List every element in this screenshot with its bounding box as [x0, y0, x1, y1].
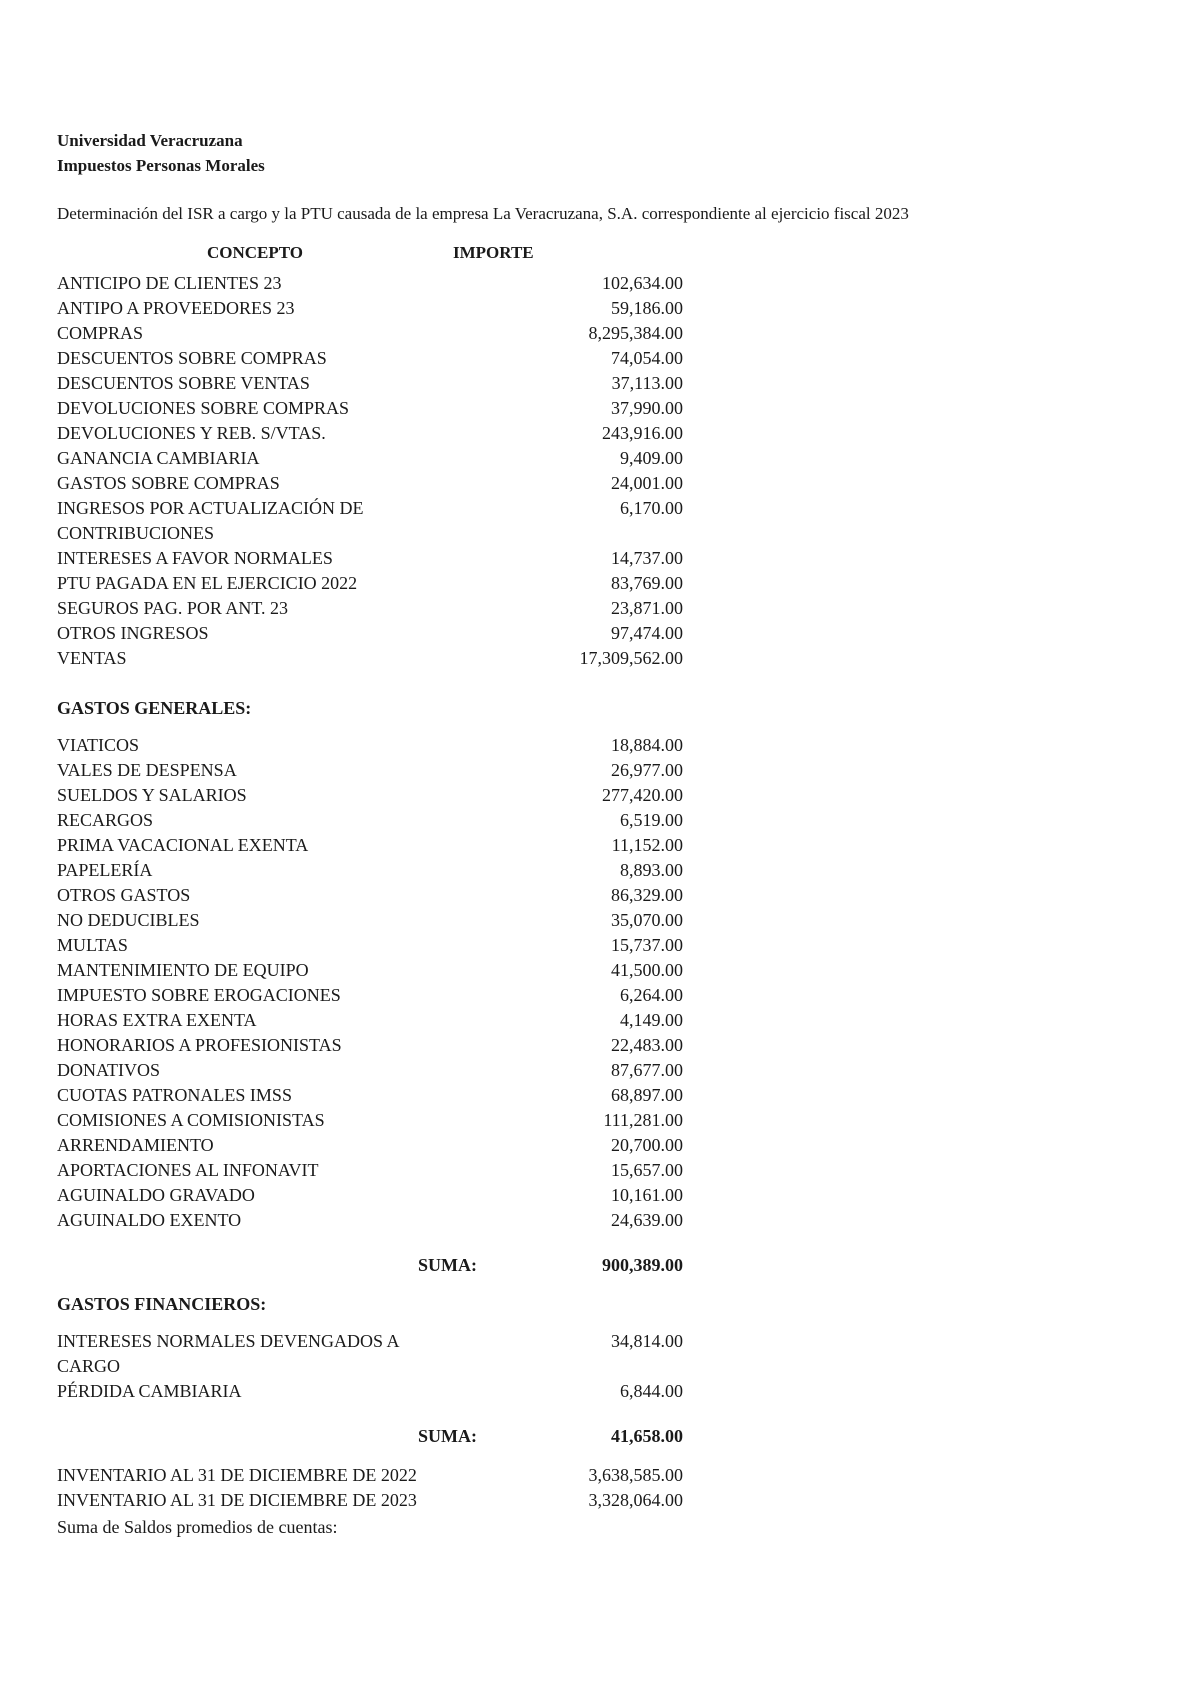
row-label: APORTACIONES AL INFONAVIT	[57, 1160, 319, 1180]
row-label: DESCUENTOS SOBRE COMPRAS	[57, 348, 327, 368]
institution-title: Universidad Veracruzana	[57, 131, 243, 150]
row-label: OTROS INGRESOS	[57, 623, 209, 643]
table-row	[57, 908, 1157, 933]
table-row	[57, 646, 1157, 671]
table-row	[57, 321, 1157, 346]
row-amount: 17,309,562.00	[579, 648, 683, 668]
row-amount: 34,814.00	[611, 1331, 683, 1351]
table-row	[57, 1083, 1157, 1108]
table-row	[57, 271, 1157, 296]
row-label: INTERESES A FAVOR NORMALES	[57, 548, 333, 568]
row-amount: 83,769.00	[611, 573, 683, 593]
sum-amount: 900,389.00	[602, 1255, 683, 1275]
row-amount: 4,149.00	[620, 1010, 683, 1030]
table-row	[57, 346, 1157, 371]
row-label: PTU PAGADA EN EL EJERCICIO 2022	[57, 573, 358, 593]
row-amount: 6,264.00	[620, 985, 683, 1005]
row-amount: 14,737.00	[611, 548, 683, 568]
table-row	[57, 1463, 1157, 1488]
row-label: ANTICIPO DE CLIENTES 23	[57, 273, 282, 293]
table-row	[57, 983, 1157, 1008]
row-amount: 15,657.00	[611, 1160, 683, 1180]
row-amount: 86,329.00	[611, 885, 683, 905]
row-label: PÉRDIDA CAMBIARIA	[57, 1381, 242, 1401]
amount-header: IMPORTE	[453, 243, 534, 262]
row-amount: 243,916.00	[602, 423, 683, 443]
row-label: AGUINALDO EXENTO	[57, 1210, 242, 1230]
inventories-list	[57, 1463, 1157, 1513]
table-row	[57, 833, 1157, 858]
table-row	[57, 1108, 1157, 1133]
table-row	[57, 733, 1157, 758]
row-label: DEVOLUCIONES SOBRE COMPRAS	[57, 398, 350, 418]
table-row	[57, 421, 1157, 446]
table-row	[57, 546, 1157, 571]
row-label: IMPUESTO SOBRE EROGACIONES	[57, 985, 341, 1005]
row-label: HORAS EXTRA EXENTA	[57, 1010, 257, 1030]
table-row	[57, 1183, 1157, 1208]
table-row	[57, 1058, 1157, 1083]
gastos-generales-title: GASTOS GENERALES:	[57, 698, 252, 718]
table-row	[57, 958, 1157, 983]
table-row	[57, 571, 1157, 596]
main-items-list	[57, 271, 1157, 671]
table-row	[57, 783, 1157, 808]
row-label: VIATICOS	[57, 735, 140, 755]
table-row	[57, 1488, 1157, 1513]
row-label: DONATIVOS	[57, 1060, 160, 1080]
row-amount: 37,990.00	[611, 398, 683, 418]
row-amount: 37,113.00	[611, 373, 683, 393]
row-label: MANTENIMIENTO DE EQUIPO	[57, 960, 309, 980]
row-amount: 97,474.00	[611, 623, 683, 643]
document-page	[57, 128, 1157, 1540]
table-row	[57, 446, 1157, 471]
gastos-financieros-title: GASTOS FINANCIEROS:	[57, 1294, 267, 1314]
table-row	[57, 621, 1157, 646]
row-label: INVENTARIO AL 31 DE DICIEMBRE DE 2023	[57, 1490, 417, 1510]
row-amount: 111,281.00	[603, 1110, 683, 1130]
row-amount: 102,634.00	[602, 273, 683, 293]
row-label: RECARGOS	[57, 810, 154, 830]
row-amount: 23,871.00	[611, 598, 683, 618]
intro-text: Determinación del ISR a cargo y la PTU causada de la empresa La Veracruzana, S.A. correspondiente al ejercicio fiscal 2023	[57, 204, 909, 223]
row-label: ARRENDAMIENTO	[57, 1135, 214, 1155]
table-row	[57, 1379, 1157, 1404]
table-row	[57, 1158, 1157, 1183]
row-label: INVENTARIO AL 31 DE DICIEMBRE DE 2022	[57, 1465, 417, 1485]
row-label: SUELDOS Y SALARIOS	[57, 785, 247, 805]
row-amount: 26,977.00	[611, 760, 683, 780]
row-amount: 68,897.00	[611, 1085, 683, 1105]
row-amount: 3,638,585.00	[588, 1465, 683, 1485]
gastos-financieros-list	[57, 1329, 1157, 1404]
row-amount: 35,070.00	[611, 910, 683, 930]
footer-note: Suma de Saldos promedios de cuentas:	[57, 1517, 338, 1537]
table-row	[57, 471, 1157, 496]
table-row	[57, 933, 1157, 958]
row-amount: 15,737.00	[611, 935, 683, 955]
row-label: VENTAS	[57, 648, 127, 668]
row-amount: 6,170.00	[620, 498, 683, 518]
row-label: PAPELERÍA	[57, 860, 153, 880]
table-row	[57, 758, 1157, 783]
subject-title: Impuestos Personas Morales	[57, 156, 265, 175]
row-label: GASTOS SOBRE COMPRAS	[57, 473, 280, 493]
row-label: VALES DE DESPENSA	[57, 760, 237, 780]
row-label: PRIMA VACACIONAL EXENTA	[57, 835, 309, 855]
row-amount: 41,500.00	[611, 960, 683, 980]
concept-header: CONCEPTO	[206, 243, 304, 262]
row-label: COMISIONES A COMISIONISTAS	[57, 1110, 325, 1130]
row-amount: 10,161.00	[611, 1185, 683, 1205]
row-amount: 277,420.00	[602, 785, 683, 805]
table-row	[57, 808, 1157, 833]
row-amount: 6,844.00	[620, 1381, 683, 1401]
row-amount: 74,054.00	[611, 348, 683, 368]
row-label: AGUINALDO GRAVADO	[57, 1185, 255, 1205]
gastos-financieros-sum	[57, 1424, 1157, 1449]
row-label: INTERESES NORMALES DEVENGADOS A CARGO	[57, 1331, 399, 1376]
sum-amount: 41,658.00	[611, 1426, 683, 1446]
row-label: DEVOLUCIONES Y REB. S/VTAS.	[57, 423, 326, 443]
row-label: INGRESOS POR ACTUALIZACIÓN DE CONTRIBUCIONES	[57, 498, 364, 543]
row-amount: 22,483.00	[611, 1035, 683, 1055]
row-amount: 6,519.00	[620, 810, 683, 830]
table-row	[57, 296, 1157, 321]
row-label: ANTIPO A PROVEEDORES 23	[57, 298, 295, 318]
table-row	[57, 1329, 1157, 1379]
table-row	[57, 1033, 1157, 1058]
row-label: DESCUENTOS SOBRE VENTAS	[57, 373, 310, 393]
row-label: CUOTAS PATRONALES IMSS	[57, 1085, 292, 1105]
row-amount: 59,186.00	[611, 298, 683, 318]
table-row	[57, 396, 1157, 421]
row-amount: 9,409.00	[620, 448, 683, 468]
table-row	[57, 1133, 1157, 1158]
row-label: OTROS GASTOS	[57, 885, 191, 905]
gastos-generales-sum	[57, 1253, 1157, 1278]
table-row	[57, 1208, 1157, 1233]
table-row	[57, 883, 1157, 908]
table-row	[57, 596, 1157, 621]
sum-label: SUMA:	[418, 1426, 477, 1446]
row-amount: 20,700.00	[611, 1135, 683, 1155]
row-label: SEGUROS PAG. POR ANT. 23	[57, 598, 289, 618]
table-row	[57, 858, 1157, 883]
row-label: NO DEDUCIBLES	[57, 910, 200, 930]
row-amount: 8,295,384.00	[588, 323, 683, 343]
row-label: COMPRAS	[57, 323, 144, 343]
row-amount: 18,884.00	[611, 735, 683, 755]
row-label: MULTAS	[57, 935, 128, 955]
row-label: HONORARIOS A PROFESIONISTAS	[57, 1035, 342, 1055]
row-amount: 3,328,064.00	[588, 1490, 683, 1510]
row-label: GANANCIA CAMBIARIA	[57, 448, 260, 468]
row-amount: 24,001.00	[611, 473, 683, 493]
table-row	[57, 1008, 1157, 1033]
column-headers	[57, 239, 1157, 267]
gastos-generales-list	[57, 733, 1157, 1233]
table-row	[57, 496, 1157, 546]
sum-label: SUMA:	[418, 1255, 477, 1275]
table-row	[57, 371, 1157, 396]
row-amount: 8,893.00	[620, 860, 683, 880]
row-amount: 11,152.00	[611, 835, 683, 855]
row-amount: 87,677.00	[611, 1060, 683, 1080]
row-amount: 24,639.00	[611, 1210, 683, 1230]
